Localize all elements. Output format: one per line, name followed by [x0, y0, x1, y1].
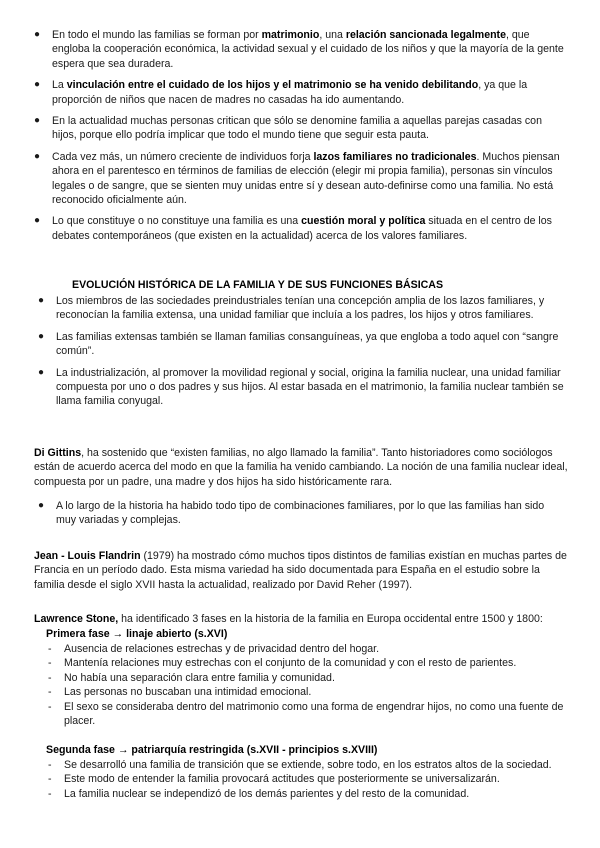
list-item: - Ausencia de relaciones estrechas y de privacidad dentro del hogar.	[48, 643, 380, 655]
intro-bullet-list	[34, 28, 566, 243]
bullet-icon: ●	[38, 366, 45, 378]
list-item: ● La industrialización, al promover la movilidad regional y social, origina la familia nuclear, una unidad familiar compuesta por uno o dos padres y sus hijos. Al estar basada en el matrimonio, la familia nuclear también se llama familia conyugal.	[38, 366, 564, 408]
bullet-icon: ●	[34, 215, 41, 227]
list-item: - Este modo de entender la familia provocará actitudes que posteriormente se universalizarán.	[48, 773, 500, 786]
bullet-icon: ●	[38, 295, 45, 306]
list-item: - La familia nuclear se independizó de los demás parientes y del resto de la comunidad.	[48, 787, 470, 800]
bullet-icon: ●	[34, 115, 41, 127]
dash-icon: -	[48, 686, 52, 699]
combo-bullet-list	[38, 499, 566, 528]
gittins-paragraph: Di Gittins, ha sostenido que “existen familias, no algo llamado la familia”. Tanto historiadores como sociólogos están de acuerdo acerca del modo en que la familia ha venido cambiando. La noción de una familia nuclear ideal, compuesta por un padre, una madre y dos hijos ha sido históricamente rara.	[34, 447, 568, 488]
dash-icon: -	[48, 787, 52, 800]
phase2-title: Segunda fase → patriarquía restringida (s.XVII - principios s.XVIII)	[46, 744, 378, 756]
section-title: EVOLUCIÓN HISTÓRICA DE LA FAMILIA Y DE SUS FUNCIONES BÁSICAS	[72, 279, 444, 291]
history-bullet-list	[38, 294, 566, 409]
phase1-list	[46, 642, 570, 728]
bullet-icon: ●	[38, 500, 45, 511]
bullet-icon: ●	[38, 330, 45, 342]
list-item: ● En todo el mundo las familias se forman por matrimonio, una relación sancionada legalmente, que engloba la cooperación económica, la actividad sexual y el cuidado de los niños y que la mayoría de la gente espera que sea duradera.	[34, 29, 564, 70]
dash-icon: -	[48, 759, 52, 771]
dash-icon: -	[48, 773, 52, 786]
list-item: ● En la actualidad muchas personas critican que sólo se denomine familia a aquellas parejas casadas con hijos, porque ello podría implicar que todo el mundo tiene que seguir esta pauta.	[34, 115, 542, 142]
dash-icon: -	[48, 643, 52, 655]
dash-icon: -	[48, 671, 52, 684]
bullet-icon: ●	[34, 79, 41, 91]
list-item: ● La vinculación entre el cuidado de los hijos y el matrimonio se ha venido debilitando, ya que la proporción de niños que nacen de madres no casadas ha ido aumentando.	[34, 79, 528, 106]
list-item: ● Las familias extensas también se llaman familias consanguíneas, ya que engloba a todo aquel con “sangre común”.	[38, 330, 559, 358]
list-item: - Se desarrolló una familia de transición que se extiende, sobre todo, en los estratos altos de la sociedad.	[48, 759, 552, 771]
list-item: ● Lo que constituye o no constituye una familia es una cuestión moral y política situada en el centro de los debates contemporáneos (que existen en la actualidad) acerca de los valores familiares.	[34, 215, 552, 242]
list-item: - No había una separación clara entre familia y comunidad.	[48, 671, 335, 684]
list-item: - Las personas no buscaban una intimidad emocional.	[48, 686, 312, 699]
list-item: ● Los miembros de las sociedades preindustriales tenían una concepción amplia de los lazos familiares, y reconocían la familia extensa, una unidad familiar que incluía a los padres, los hijos y otros familiares.	[38, 295, 545, 322]
list-item: - Mantenía relaciones muy estrechas con el conjunto de la comunidad y con el resto de parientes.	[48, 657, 517, 670]
list-item: ● A lo largo de la historia ha habido todo tipo de combinaciones familiares, por lo que las familias han sido muy variadas y complejas.	[38, 500, 545, 527]
bullet-icon: ●	[34, 150, 41, 162]
dash-icon: -	[48, 700, 52, 713]
bullet-icon: ●	[34, 29, 41, 40]
phase2-list	[46, 758, 580, 801]
dash-icon: -	[48, 657, 52, 670]
stone-paragraph: Lawrence Stone, ha identificado 3 fases en la historia de la familia en Europa occidental entre 1500 y 1800:	[34, 613, 543, 625]
list-item: - El sexo se consideraba dentro del matrimonio como una forma de engendrar hijos, no como una fuente de placer.	[48, 700, 564, 728]
phase1-title: Primera fase → linaje abierto (s.XVI)	[46, 628, 228, 640]
flandrin-paragraph: Jean - Louis Flandrin (1979) ha mostrado cómo muchos tipos distintos de familias existían en muchas partes de Francia en un período dado. Esta misma variedad ha sido documentada para España en el estudio sobre la familia desde el siglo XVII hasta la actualidad, realizado por David Reher (1997).	[34, 550, 567, 591]
list-item: ● Cada vez más, un número creciente de individuos forja lazos familiares no tradicionales. Muchos piensan ahora en el parentesco en términos de familias de elección (elegir mi propia familia), personas sin vínculos legales o de sangre, que se sienten muy unidas entre sí y desean auto-definirse como una familia. No está reconocido oficialmente aún.	[34, 150, 560, 207]
